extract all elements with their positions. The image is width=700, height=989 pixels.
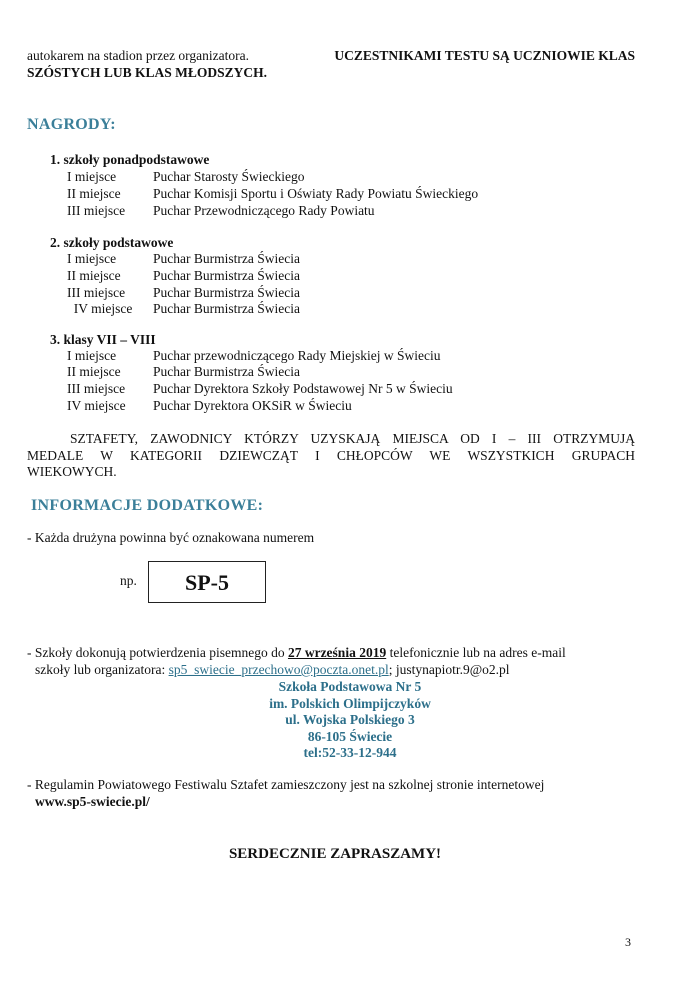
confirm-prefix: - Szkoły dokonują potwierdzenia pisemnego do [27,645,285,660]
place-label: III miejsce [67,285,126,300]
prize-label: Puchar Przewodniczącego Rady Powiatu [153,203,375,218]
email-link[interactable]: sp5_swiecie_przechowo@poczta.onet.pl [168,662,389,677]
prize-label: Puchar Burmistrza Świecia [153,285,300,300]
intro-bold: UCZESTNIKAMI TESTU SĄ UCZNIOWIE KLAS [334,48,635,63]
confirm-date: 27 września 2019 [287,645,387,660]
address-line: ul. Wojska Polskiego 3 [285,712,415,727]
place-label: I miejsce [67,169,117,184]
prize-label: Puchar Dyrektora OKSiR w Świeciu [153,398,352,413]
place-label: II miejsce [67,364,121,379]
prize-label: Puchar Starosty Świeckiego [153,169,305,184]
prize-label: Puchar Burmistrza Świecia [153,268,300,283]
prize-label: Puchar Burmistrza Świecia [153,301,300,316]
info-heading: INFORMACJE DODATKOWE: [31,497,264,514]
place-label: IV miejsce [67,301,133,316]
website-link[interactable]: www.sp5-swiecie.pl/ [35,794,150,809]
prize-row [67,169,304,185]
prize-label: Puchar Burmistrza Świecia [153,251,300,266]
intro-line-1 [27,48,635,64]
prize-row [67,398,352,414]
page-number: 3 [625,935,631,949]
prize-row [67,203,375,219]
group-title-3: 3. klasy VII – VIII [50,332,156,347]
place-label: IV miejsce [67,398,126,413]
confirm-line-1 [27,645,566,661]
intro-text: autokarem na stadion przez organizatora. [27,48,250,63]
prize-row [67,268,300,284]
place-label: I miejsce [67,251,117,266]
prize-label: Puchar Komisji Sportu i Oświaty Rady Powiatu Świeckiego [153,186,479,201]
intro-line-2: SZÓSTYCH LUB KLAS MŁODSZYCH. [27,65,268,80]
prize-row [67,251,300,267]
confirm-suffix: telefonicznie lub na adres e-mail [389,645,566,660]
confirm-line-2 [35,662,510,678]
prize-row [67,186,478,202]
group-title-1: 1. szkoły ponadpodstawowe [50,152,210,167]
address-line: Szkoła Podstawowa Nr 5 [278,679,422,694]
example-number-box: SP-5 [148,561,266,603]
prize-row [67,285,300,301]
prize-row [67,301,300,317]
prize-row [67,381,453,397]
medals-line-1: SZTAFETY, ZAWODNICY KTÓRZY UZYSKAJĄ MIEJSCA OD I – III OTRZYMUJĄ [70,431,635,446]
closing-text: SERDECZNIE ZAPRASZAMY! [228,846,442,862]
address-line: 86-105 Świecie [307,729,393,744]
place-label: II miejsce [67,186,121,201]
address-line: tel:52-33-12-944 [303,745,397,760]
numbering-note: - Każda drużyna powinna być oznakowana numerem [27,530,315,545]
example-label: np. [120,573,137,588]
prize-label: Puchar Dyrektora Szkoły Podstawowej Nr 5 w Świeciu [153,381,453,396]
prize-row [67,364,300,380]
place-label: III miejsce [67,203,126,218]
medals-line-2: MEDALE W KATEGORII DZIEWCZĄT I CHŁOPCÓW WE WSZYSTKICH GRUPACH [27,448,635,463]
rules-line: - Regulamin Powiatowego Festiwalu Sztafet zamieszczony jest na szkolnej stronie internetowej [27,777,545,792]
prizes-heading: NAGRODY: [27,116,116,133]
place-label: III miejsce [67,381,126,396]
prize-label: Puchar przewodniczącego Rady Miejskiej w Świeciu [153,348,441,363]
email-2: ; justynapiotr.9@o2.pl [388,662,510,677]
group-title-2: 2. szkoły podstawowe [50,235,174,250]
place-label: II miejsce [67,268,121,283]
prize-row [67,348,441,364]
address-line: im. Polskich Olimpijczyków [269,696,431,711]
medals-line-3: WIEKOWYCH. [27,464,117,479]
place-label: I miejsce [67,348,117,363]
confirm-line2-prefix: szkoły lub organizatora: [35,662,166,677]
prize-label: Puchar Burmistrza Świecia [153,364,300,379]
